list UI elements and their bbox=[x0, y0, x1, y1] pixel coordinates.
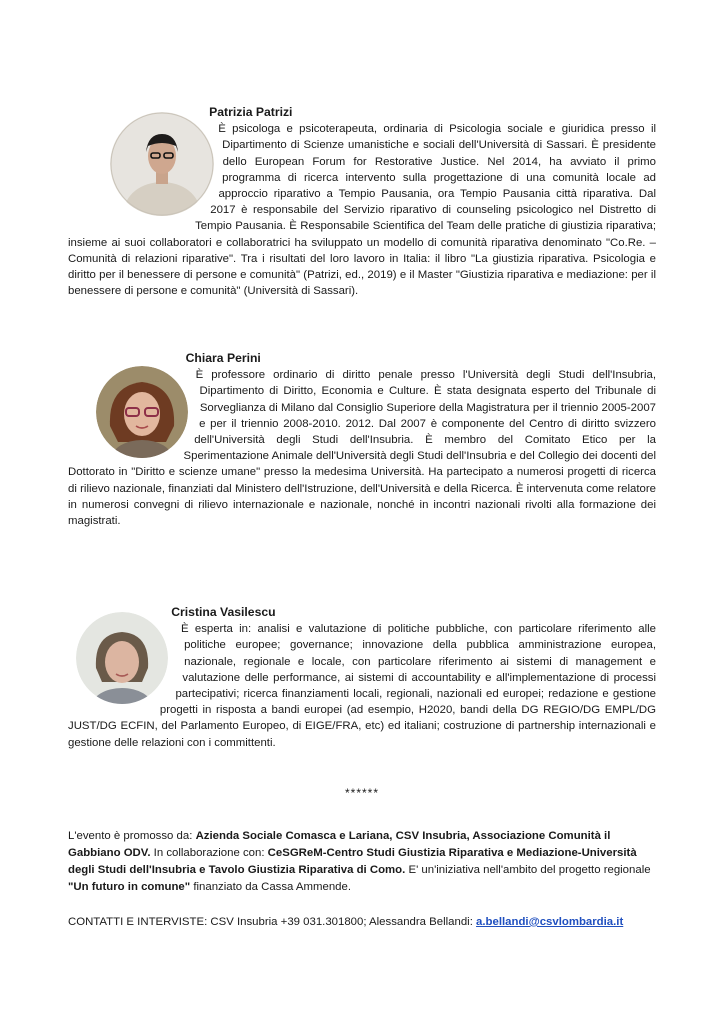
bio-cristina-vasilescu bbox=[68, 604, 656, 751]
initiative-intro: E' un'iniziativa nell'ambito del progetto regionale bbox=[405, 864, 651, 876]
person-bio: È professore ordinario di diritto penale presso l'Università degli Studi dell'Insubria, Dipartimento di Diritto, Economia e Culture. È stata designata esperto del Tribunale di Sorveglianza di Milano dal Consiglio Superiore della Magistratura per il triennio 2005-2007 e per il triennio 2008-2010. 2012. Dal 2007 è componente del Centro di diritto svizzero dell'Università degli Studi dell'Insubria. È membro del Comitato Etico per la Sperimentazione Animale dell'Università degli Studi dell'Insubria e del Collegio dei docenti del Dottorato in "Diritto e scienze umane" presso la medesima Università. Ha partecipato a numerosi progetti di ricerca di rilievo nazionale, finanziati dal Ministero dell'Istruzione, dell'Università e della Ricerca. È intervenuta come relatore in numerosi convegni di rilievo internazionale e nazionale, nonché in incontri nazionali rivolti alla formazione dei magistrati. bbox=[68, 369, 656, 528]
collaborators: CeSGReM-Centro Studi Giustizia Riparativa e Mediazione-Università degli Studi dell'Insubria e Tavolo Giustizia Riparativa di Como. bbox=[68, 847, 637, 876]
bio-patrizia-patrizi bbox=[68, 104, 656, 299]
email-link[interactable]: a.bellandi@csvlombardia.it bbox=[476, 916, 624, 928]
event-info bbox=[68, 828, 656, 896]
promoted-intro: L'evento è promosso da: bbox=[68, 830, 196, 842]
person-name: Patrizia Patrizi bbox=[209, 105, 293, 119]
contacts-line bbox=[68, 914, 656, 931]
promoters: Azienda Sociale Comasca e Lariana, CSV Insubria, Associazione Comunità il Gabbiano ODV. bbox=[68, 830, 611, 859]
funded-by: finanziato da Cassa Ammende. bbox=[190, 881, 351, 893]
portrait-chiara-perini bbox=[96, 366, 188, 458]
collab-intro: In collaborazione con: bbox=[150, 847, 268, 859]
project-name: "Un futuro in comune" bbox=[68, 881, 191, 893]
portrait-cristina-vasilescu bbox=[76, 612, 168, 704]
person-bio: È psicologa e psicoterapeuta, ordinaria di Psicologia sociale e giuridica presso il Dipartimento di Scienze umanistiche e sociali dell'Università di Sassari. È presidente dello European Forum for Restorative Justice. Nel 2014, ha avviato il primo programma di ricerca intervento sulla progettazione di una comunità locale ad approccio riparativo a Tempio Pausania, ora Tempio Pausania città riparativa. Dal 2017 è responsabile del Servizio riparativo di counseling psicologico nel Distretto di Tempio Pausania. È Responsabile Scientifica del Team delle pratiche di giustizia riparativa; insieme ai suoi collaboratori e collaboratrici ha sviluppato un modello di comunità riparativa denominato "Co.Re. – Comunità di relazioni riparative". Tra i risultati del loro lavoro in Italia: il libro "La giustizia riparativa. Psicologia e diritto per il benessere di persone e comunità" (Patrizi, ed., 2019) e il Master "Giustizia riparativa e mediazione: per il benessere di persone e comunità" (Università di Sassari). bbox=[68, 123, 656, 298]
section-separator: ****** bbox=[344, 786, 380, 800]
contacts-text: CONTATTI E INTERVISTE: CSV Insubria +39 031.301800; Alessandra Bellandi: bbox=[68, 916, 477, 928]
person-bio: È esperta in: analisi e valutazione di politiche pubbliche, con particolare riferimento alle politiche europee; governance; innovazione della pubblica amministrazione europea, nazionale, regionale e locale, con particolare riferimento ai sistemi di management e valutazione delle performance, ai sistemi di accountability e all'implementazione di processi partecipativi; ricerca finanziamenti locali, regionali, nazionali ed europei; redazione e gestione progetti in risposta a bandi europei (ad esempio, H2020, bandi della DG REGIO/DG EMPL/DG JUST/DG ECFIN, del Parlamento Europeo, di EIGE/FRA, etc) ed italiani; costruzione di partnership internazionali e gestione delle relazioni con i committenti. bbox=[68, 623, 656, 749]
person-name: Chiara Perini bbox=[185, 351, 261, 365]
portrait-patrizia-patrizi bbox=[110, 112, 214, 216]
bio-chiara-perini bbox=[68, 350, 656, 529]
person-name: Cristina Vasilescu bbox=[171, 605, 276, 619]
